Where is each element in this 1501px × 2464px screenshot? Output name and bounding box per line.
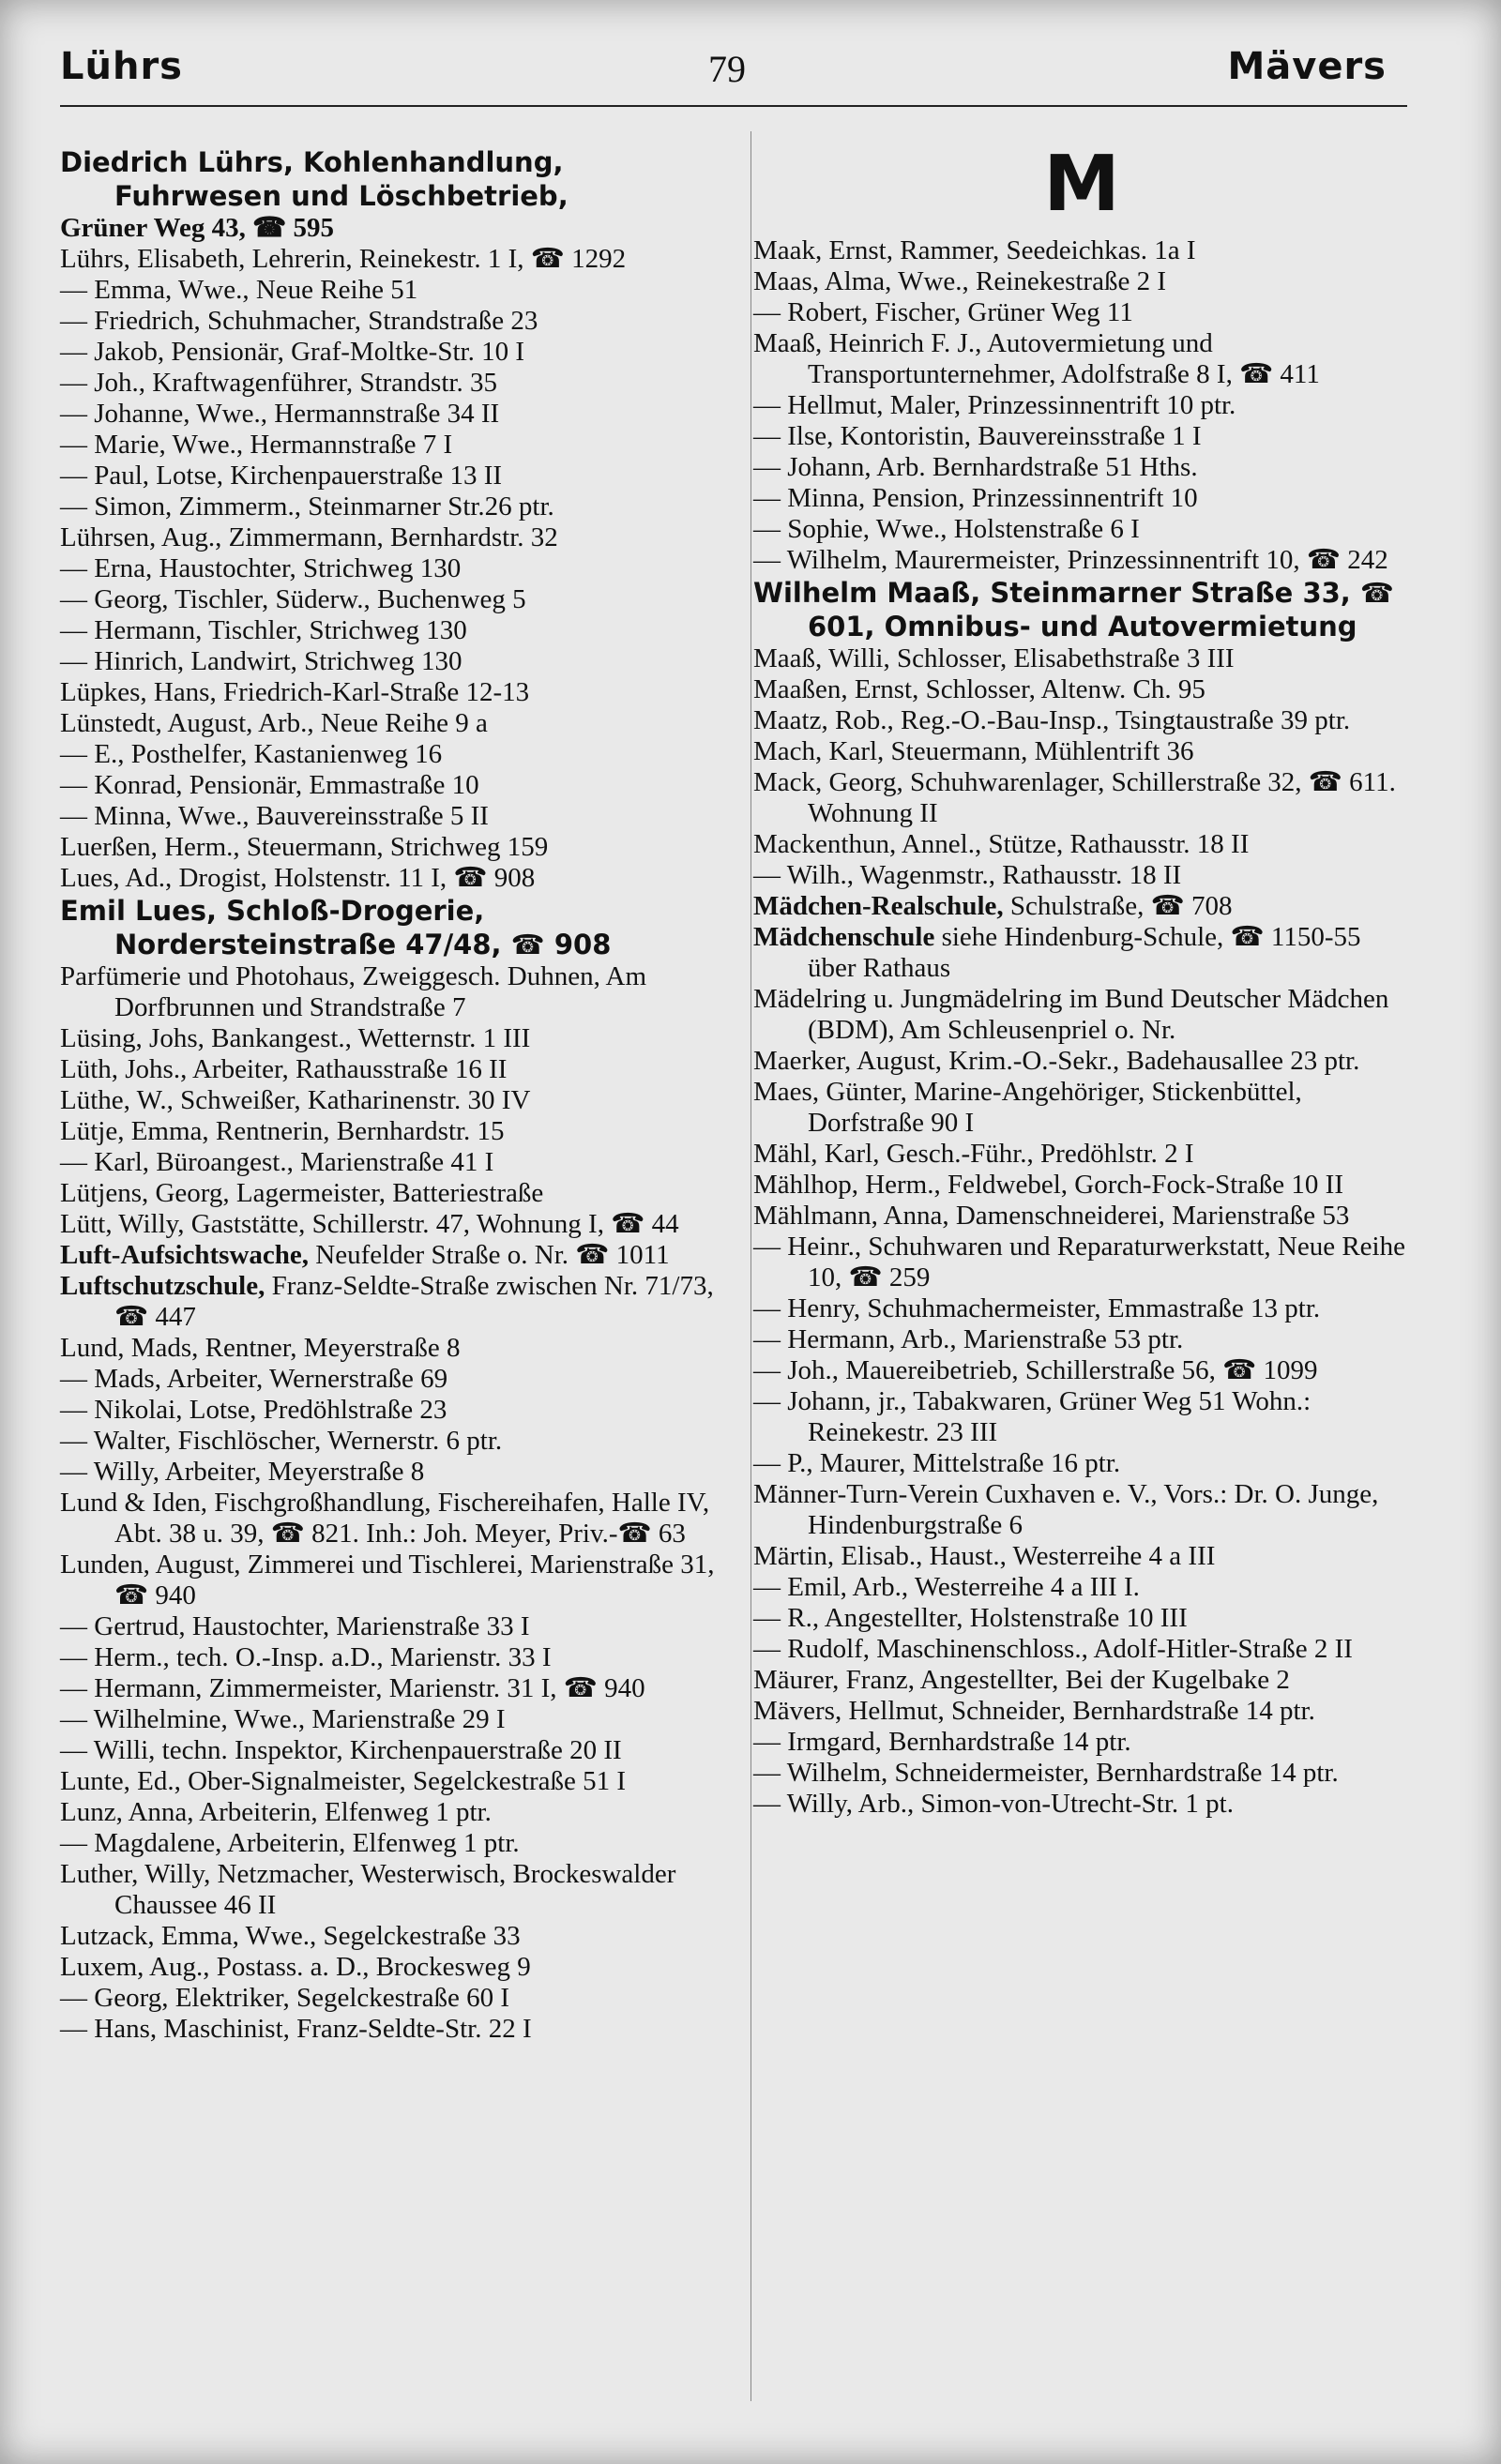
directory-entry: Luerßen, Herm., Steuermann, Strichweg 159: [60, 832, 549, 862]
directory-entry: — Minna, Wwe., Bauvereinsstraße 5 II: [60, 801, 489, 831]
directory-entry: Maerker, August, Krim.-O.-Sekr., Badehausallee 23 ptr.: [753, 1046, 1360, 1076]
entry-lead: Luftschutzschule,: [60, 1271, 265, 1301]
directory-entry: — Paul, Lotse, Kirchenpauerstraße 13 II: [60, 461, 503, 491]
directory-entry: — Hans, Maschinist, Franz-Seldte-Str. 22 I: [60, 2014, 532, 2044]
entry-rest: Neufelder Straße o. Nr. ☎ 1011: [309, 1240, 670, 1270]
directory-entry: Maaß, Willi, Schlosser, Elisabethstraße 3 III: [753, 643, 1235, 673]
directory-entry: — Gertrud, Haustochter, Marienstraße 33 I: [60, 1611, 530, 1641]
directory-entry: — Hermann, Arb., Marienstraße 53 ptr.: [753, 1324, 1184, 1354]
directory-entry: — Hellmut, Maler, Prinzessinnentrift 10 ptr.: [753, 390, 1236, 420]
directory-entry: — Magdalene, Arbeiterin, Elfenweg 1 ptr.: [60, 1828, 520, 1858]
directory-entry: Mählmann, Anna, Damenschneiderei, Marienstraße 53: [753, 1201, 1350, 1231]
running-head-left: Lührs: [60, 45, 183, 88]
directory-entry: — Georg, Elektriker, Segelckestraße 60 I: [60, 1983, 510, 2013]
directory-entry: Emil Lues, Schloß-Drogerie, Nordersteinstraße 47/48, ☎ 908: [60, 895, 612, 960]
directory-entry: — Karl, Büroangest., Marienstraße 41 I: [60, 1147, 494, 1177]
directory-entry: Diedrich Lührs, Kohlenhandlung, Fuhrwesen und Löschbetrieb,: [60, 146, 569, 212]
directory-entry: — Georg, Tischler, Süderw., Buchenweg 5: [60, 584, 526, 614]
right-column: [753, 140, 1410, 1820]
directory-entry: Maaßen, Ernst, Schlosser, Altenw. Ch. 95: [753, 674, 1205, 704]
directory-entry: Lund, Mads, Rentner, Meyerstraße 8: [60, 1333, 461, 1363]
directory-entry: Lunte, Ed., Ober-Signalmeister, Segelckestraße 51 I: [60, 1766, 627, 1796]
entry-rest: Schulstraße, ☎ 708: [1003, 891, 1233, 921]
directory-entry: — Ilse, Kontoristin, Bauvereinsstraße 1 I: [753, 421, 1202, 451]
directory-entry: Mach, Karl, Steuermann, Mühlentrift 36: [753, 736, 1194, 766]
directory-entry: Wilhelm Maaß, Steinmarner Straße 33, ☎ 601, Omnibus- und Autovermietung: [753, 577, 1395, 642]
directory-entry: Grüner Weg 43, ☎ 595: [60, 213, 335, 243]
directory-entry: Lührs, Elisabeth, Lehrerin, Reinekestr. 1 I, ☎ 1292: [60, 244, 627, 274]
directory-entry: Mählhop, Herm., Feldwebel, Gorch-Fock-Straße 10 II: [753, 1170, 1343, 1200]
directory-entry: Mähl, Karl, Gesch.-Führ., Predöhlstr. 2 I: [753, 1139, 1194, 1169]
directory-entry: — Konrad, Pensionär, Emmastraße 10: [60, 770, 479, 800]
directory-entry: — E., Posthelfer, Kastanienweg 16: [60, 739, 443, 769]
directory-entry: — Sophie, Wwe., Holstenstraße 6 I: [753, 514, 1140, 544]
entry-lead: Mädchenschule: [753, 922, 935, 952]
directory-entry: — Mads, Arbeiter, Wernerstraße 69: [60, 1364, 448, 1394]
directory-entry: Märtin, Elisab., Haust., Westerreihe 4 a III: [753, 1541, 1216, 1571]
directory-entry: [753, 922, 1410, 984]
directory-entry: — Hermann, Tischler, Strichweg 130: [60, 615, 467, 645]
directory-entry: Lüth, Johs., Arbeiter, Rathausstraße 16 II: [60, 1054, 508, 1084]
directory-entry: — R., Angestellter, Holstenstraße 10 III: [753, 1603, 1188, 1633]
directory-entry: Luther, Willy, Netzmacher, Westerwisch, Brockeswalder Chaussee 46 II: [60, 1859, 676, 1920]
directory-entry: Maatz, Rob., Reg.-O.-Bau-Insp., Tsingtaustraße 39 ptr.: [753, 705, 1351, 735]
directory-entry: — Nikolai, Lotse, Predöhlstraße 23: [60, 1395, 447, 1425]
directory-entry: — Minna, Pension, Prinzessinnentrift 10: [753, 483, 1198, 513]
directory-entry: — Rudolf, Maschinenschloss., Adolf-Hitler-Straße 2 II: [753, 1634, 1353, 1664]
running-head-right: Mävers: [1227, 45, 1387, 88]
directory-entry: Maaß, Heinrich F. J., Autovermietung und Transportunternehmer, Adolfstraße 8 I, ☎ 411: [753, 328, 1320, 389]
directory-entry: Mädelring u. Jungmädelring im Bund Deutscher Mädchen (BDM), Am Schleusenpriel o. Nr.: [753, 984, 1389, 1045]
page-header: [0, 0, 1501, 103]
directory-entry: Maes, Günter, Marine-Angehöriger, Stickenbüttel, Dorfstraße 90 I: [753, 1077, 1302, 1138]
column-divider: [750, 131, 751, 2401]
directory-entry: Lührsen, Aug., Zimmermann, Bernhardstr. 32: [60, 522, 558, 552]
directory-entry: — Emma, Wwe., Neue Reihe 51: [60, 275, 418, 305]
directory-entry: — Irmgard, Bernhardstraße 14 ptr.: [753, 1727, 1131, 1757]
directory-entry: — Erna, Haustochter, Strichweg 130: [60, 553, 462, 583]
directory-entry: — Willy, Arbeiter, Meyerstraße 8: [60, 1457, 425, 1487]
directory-entry: — Emil, Arb., Westerreihe 4 a III I.: [753, 1572, 1140, 1602]
directory-entry: Mävers, Hellmut, Schneider, Bernhardstraße 14 ptr.: [753, 1696, 1315, 1726]
directory-entry: Lünstedt, August, Arb., Neue Reihe 9 a: [60, 708, 488, 738]
directory-entry: — Wilh., Wagenmstr., Rathausstr. 18 II: [753, 860, 1182, 890]
directory-entry: Maak, Ernst, Rammer, Seedeichkas. 1a I: [753, 235, 1196, 265]
directory-entry: — Joh., Mauereibetrieb, Schillerstraße 56, ☎ 1099: [753, 1355, 1318, 1385]
directory-entry: Lutzack, Emma, Wwe., Segelckestraße 33: [60, 1921, 521, 1951]
header-rule: [60, 105, 1407, 107]
directory-entry: Lunden, August, Zimmerei und Tischlerei, Marienstraße 31, ☎ 940: [60, 1549, 715, 1610]
directory-entry: — Hinrich, Landwirt, Strichweg 130: [60, 646, 462, 676]
directory-entry: — Johann, Arb. Bernhardstraße 51 Hths.: [753, 452, 1198, 482]
entry-rest: siehe Hindenburg-Schule, ☎ 1150-55 über Rathaus: [808, 922, 1361, 983]
directory-entry: — Johanne, Wwe., Hermannstraße 34 II: [60, 399, 500, 429]
entry-lead: Mädchen-Realschule,: [753, 891, 1004, 921]
directory-entry: Lund & Iden, Fischgroßhandlung, Fischereihafen, Halle IV, Abt. 38 u. 39, ☎ 821. Inh.: Joh. Meyer, Priv.-☎ 63: [60, 1488, 710, 1549]
directory-entry: — Jakob, Pensionär, Graf-Moltke-Str. 10 I: [60, 337, 524, 367]
directory-entry: — Simon, Zimmerm., Steinmarner Str.26 ptr.: [60, 491, 554, 522]
directory-entry: Lütt, Willy, Gaststätte, Schillerstr. 47, Wohnung I, ☎ 44: [60, 1209, 679, 1239]
directory-entry: — Herm., tech. O.-Insp. a.D., Marienstr. 33 I: [60, 1642, 552, 1672]
directory-entry: Lunz, Anna, Arbeiterin, Elfenweg 1 ptr.: [60, 1797, 492, 1827]
directory-entry: — Willi, techn. Inspektor, Kirchenpauerstraße 20 II: [60, 1735, 622, 1765]
directory-entry: — Marie, Wwe., Hermannstraße 7 I: [60, 430, 453, 460]
directory-entry: Lüpkes, Hans, Friedrich-Karl-Straße 12-13: [60, 677, 530, 707]
directory-entry: Lüsing, Johs, Bankangest., Wetternstr. 1 III: [60, 1023, 531, 1053]
directory-entry: Maas, Alma, Wwe., Reinekestraße 2 I: [753, 266, 1166, 296]
directory-entry: Männer-Turn-Verein Cuxhaven e. V., Vors.: Dr. O. Junge, Hindenburgstraße 6: [753, 1479, 1379, 1540]
left-column: [60, 145, 717, 2045]
directory-entry: Mäurer, Franz, Angestellter, Bei der Kugelbake 2: [753, 1665, 1290, 1695]
directory-entry: — Wilhelmine, Wwe., Marienstraße 29 I: [60, 1704, 506, 1734]
entry-rest: Franz-Seldte-Straße zwischen Nr. 71/73, ☎ 447: [114, 1271, 714, 1332]
directory-entry: [60, 1271, 717, 1333]
directory-entry: — Wilhelm, Schneidermeister, Bernhardstraße 14 ptr.: [753, 1758, 1339, 1788]
directory-entry: — Hermann, Zimmermeister, Marienstr. 31 I, ☎ 940: [60, 1673, 645, 1703]
directory-entry: — Heinr., Schuhwaren und Reparaturwerkstatt, Neue Reihe 10, ☎ 259: [753, 1232, 1405, 1292]
directory-entry: — Friedrich, Schuhmacher, Strandstraße 23: [60, 306, 538, 336]
directory-entry: — Wilhelm, Maurermeister, Prinzessinnentrift 10, ☎ 242: [753, 545, 1388, 575]
directory-entry: — Willy, Arb., Simon-von-Utrecht-Str. 1 pt.: [753, 1789, 1234, 1819]
directory-entry: Lüthe, W., Schweißer, Katharinenstr. 30 IV: [60, 1085, 531, 1115]
section-letter: M: [1043, 140, 1120, 229]
directory-entry: [753, 891, 1410, 922]
directory-entry: — Joh., Kraftwagenführer, Strandstr. 35: [60, 368, 497, 398]
directory-entry: [60, 1240, 717, 1271]
directory-entry: — Walter, Fischlöscher, Wernerstr. 6 ptr.: [60, 1426, 503, 1456]
directory-entry: — P., Maurer, Mittelstraße 16 ptr.: [753, 1448, 1121, 1478]
entry-lead: Luft-Aufsichtswache,: [60, 1240, 310, 1270]
directory-entry: — Robert, Fischer, Grüner Weg 11: [753, 297, 1133, 327]
directory-entry: Mackenthun, Annel., Stütze, Rathausstr. 18 II: [753, 829, 1250, 859]
directory-entry: Parfümerie und Photohaus, Zweiggesch. Duhnen, Am Dorfbrunnen und Strandstraße 7: [60, 961, 647, 1022]
directory-entry: Lues, Ad., Drogist, Holstenstr. 11 I, ☎ 908: [60, 863, 536, 893]
directory-entry: — Henry, Schuhmachermeister, Emmastraße 13 ptr.: [753, 1293, 1321, 1323]
directory-entry: Lütje, Emma, Rentnerin, Bernhardstr. 15: [60, 1116, 505, 1146]
directory-entry: — Johann, jr., Tabakwaren, Grüner Weg 51 Wohn.: Reinekestr. 23 III: [753, 1386, 1311, 1447]
directory-entry: Lütjens, Georg, Lagermeister, Batteriestraße: [60, 1178, 544, 1208]
directory-entry: Luxem, Aug., Postass. a. D., Brockesweg 9: [60, 1952, 531, 1982]
page-number: 79: [708, 48, 746, 90]
directory-entry: Mack, Georg, Schuhwarenlager, Schillerstraße 32, ☎ 611. Wohnung II: [753, 767, 1396, 828]
